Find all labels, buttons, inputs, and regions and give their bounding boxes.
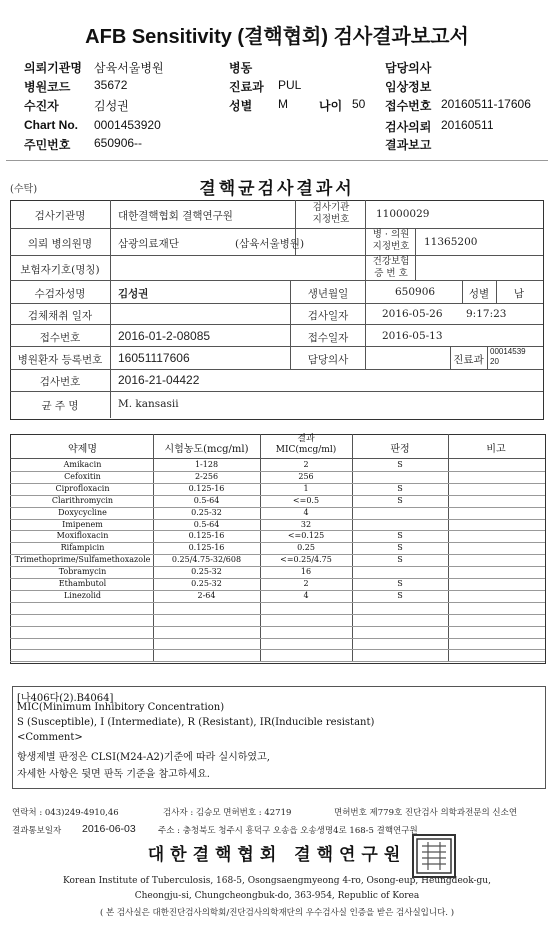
code-value: 35672 (94, 78, 128, 92)
accession-value: 20160511-17606 (441, 97, 531, 111)
notes-code: [나406다(2).B4064] (17, 693, 114, 704)
drug-cell-mic: 4 (303, 590, 309, 600)
species-label: 균 주 명 (41, 400, 79, 412)
institute-address: Cheongju-si, Chungcheongbuk-do, 363-954, Republic of Korea (134, 891, 420, 901)
dob-value: 650906 (395, 286, 436, 298)
drug-cell-mic: 4 (303, 507, 309, 517)
clinical-label: 임상정보 (385, 80, 432, 94)
chart-label: Chart No. (24, 118, 78, 132)
dept-label: 진료과 (453, 354, 484, 366)
official-seal-icon (412, 834, 456, 878)
drug-cell-drug: Ciprofloxacin (55, 483, 110, 493)
clinic-code-label: 병 · 의원 지정번호 (372, 229, 410, 252)
notes-legend: S (Susceptible), I (Intermediate), R (Resistant), IR(Inducible resistant) (17, 717, 375, 728)
inst-label: 의뢰기관명 (24, 61, 82, 75)
footer-tester: 검사자 : 김승모 면허번호 : 42719 (163, 808, 292, 818)
doctor-label: 담당의사 (385, 61, 432, 75)
drug-cell-conc: 2-256 (194, 471, 219, 481)
test-date-label: 검사일자 (307, 310, 349, 322)
drug-cell-judge: S (397, 555, 403, 565)
drug-cell-judge: S (397, 543, 403, 553)
drug-cell-judge: S (397, 531, 403, 541)
sex-value: M (278, 97, 288, 111)
collect-date-label: 검체채취 일자 (27, 310, 93, 322)
drug-cell-mic: 2 (303, 460, 309, 469)
drug-cell-drug: Amikacin (63, 460, 102, 469)
health-insurance-label: 건강보험 증 번 호 (372, 256, 410, 279)
patient-name-value: 김성권 (118, 288, 149, 300)
header-judge: 판정 (390, 444, 410, 455)
drug-cell-drug: Tobramycin (58, 567, 107, 577)
drug-cell-drug: Cefoxitin (64, 471, 101, 481)
drug-cell-conc: 0.125-16 (188, 543, 225, 553)
dob-label: 생년월일 (307, 288, 349, 300)
receipt-date-value: 2016-05-13 (382, 330, 443, 342)
gender-value: 남 (513, 288, 525, 300)
drug-cell-mic: 256 (298, 471, 314, 481)
institute-name-ko: 대한결핵협회 결핵연구원 (147, 845, 407, 865)
header-remark: 비고 (486, 444, 506, 455)
notify-date-value: 2016-06-03 (82, 823, 136, 835)
test-time-value: 9:17:23 (466, 308, 507, 320)
notes-comment-2: 자세한 사항은 뒷면 판독 기준을 참고하세요. (17, 769, 210, 780)
drug-cell-drug: Linezolid (63, 590, 102, 600)
institute-name-en: Korean Institute of Tuberculosis, 168-5, Osongsaengmyeong 4-ro, Osong-eup, Heungdeok-gu, (63, 876, 491, 886)
request-label: 검사의뢰 (385, 120, 432, 134)
drug-cell-drug: Clarithromycin (51, 495, 114, 505)
drug-cell-judge: S (397, 590, 403, 600)
drug-cell-conc: 0.125-16 (188, 531, 225, 541)
report-label: 결과보고 (385, 138, 432, 152)
drug-cell-conc: 0.25-32 (191, 579, 222, 588)
drug-cell-mic: 1 (303, 483, 309, 493)
drug-cell-drug: Ethambutol (58, 579, 107, 588)
gender-label: 성별 (468, 288, 490, 300)
testing-code-label: 검사기관 지정번호 (312, 202, 350, 225)
drug-cell-drug: Trimethoprime/Sulfamethoxazole (14, 555, 151, 565)
drug-cell-drug: Rifampicin (60, 543, 105, 553)
drug-row (12, 589, 544, 602)
inst-value: 삼육서울병원 (94, 61, 164, 75)
page-title: AFB Sensitivity (결핵협회) 검사결과보고서 (85, 26, 469, 48)
drug-cell-conc: 0.25-32 (191, 507, 222, 517)
reg-no-label: 병원환자 등록번호 (17, 354, 103, 366)
footer-address: 주소 : 충청북도 청주시 흥덕구 오송읍 오송생명4로 168-5 결핵연구원 (158, 826, 418, 836)
code-label: 병원코드 (24, 80, 71, 94)
drug-cell-mic: 16 (300, 567, 312, 577)
test-date-value: 2016-05-26 (382, 308, 443, 320)
rrn-label: 주민번호 (24, 138, 71, 152)
drug-cell-mic: <=0.125 (287, 531, 325, 541)
drug-cell-conc: 0.25-32 (191, 567, 222, 577)
test-no-value: 2016-21-04422 (118, 373, 200, 387)
drug-cell-conc: 0.125-16 (188, 483, 225, 493)
dept-value: 00014539 20 (490, 347, 526, 366)
notes-box (12, 686, 546, 789)
notes-comment-1: 항생제별 판정은 CLSI(M24-A2)기준에 따라 실시하였고, (17, 752, 270, 763)
req-inst-label: 의뢰 병의원명 (27, 238, 93, 250)
drug-cell-conc: 0.25/4.75-32/608 (171, 555, 242, 565)
drug-cell-drug: Doxycycline (58, 507, 107, 517)
species-value: M. kansasii (118, 398, 179, 410)
testing-code-value: 11000029 (376, 208, 430, 220)
insurance-label: 보험자기호(명칭) (20, 264, 100, 276)
age-label: 나이 (319, 99, 343, 113)
req-inst-value: 삼광의료재단 (118, 238, 179, 250)
notes-mic: MIC(Minimum Inhibitory Concentration) (17, 702, 225, 713)
sex-label: 성별 (229, 99, 253, 113)
drug-cell-judge: S (397, 579, 403, 588)
certification-note: ( 본 검사실은 대한진단검사의학회/진단검사의학재단의 우수검사실 인증을 받은 검사실입니다. ) (99, 908, 455, 918)
drug-cell-drug: Moxifloxacin (56, 531, 109, 541)
drug-cell-mic: 0.25 (297, 543, 315, 553)
drug-cell-judge: S (397, 483, 403, 493)
patient-name-label: 수검자성명 (34, 288, 86, 300)
footer-license: 면허번호 제779호 진단검사 의학과전문의 신소연 (334, 808, 518, 818)
accession-label: 접수번호 (385, 99, 432, 113)
drug-cell-conc: 2-64 (197, 590, 216, 600)
chart-value: 0001453920 (94, 118, 161, 132)
footer-phone: 연락처 : 043)249-4910,46 (12, 808, 119, 818)
drug-cell-mic: <=0.25/4.75 (280, 555, 332, 565)
report-title: 결핵균검사결과서 (199, 179, 355, 199)
rrn-value: 650906-- (94, 136, 143, 150)
req-inst-sub: (삼육서울병원) (235, 238, 305, 250)
drug-cell-mic: 2 (303, 579, 309, 588)
header-conc: 시험농도(mcg/ml) (164, 444, 249, 455)
drug-cell-drug: Imipenem (62, 519, 103, 529)
notes-comment-label: <Comment> (17, 732, 83, 743)
clinic-code-value: 11365200 (424, 236, 478, 248)
collector-label: 수진자 (24, 99, 59, 113)
drug-cell-judge: S (397, 495, 403, 505)
header-divider (6, 160, 548, 161)
collector-value: 김성권 (94, 99, 129, 113)
receipt-date-label: 접수일자 (307, 332, 349, 344)
dept-value: PUL (278, 78, 302, 92)
drug-cell-conc: 0.5-64 (193, 495, 220, 505)
header-drug: 약제명 (68, 444, 97, 455)
testing-inst-value: 대한결핵협회 결핵연구원 (118, 210, 233, 222)
drug-cell-conc: 1-128 (194, 460, 219, 469)
dept-label: 진료과 (229, 80, 264, 94)
ward-label: 병동 (229, 61, 253, 75)
request-value: 20160511 (441, 118, 494, 132)
drug-cell-conc: 0.5-64 (193, 519, 220, 529)
drug-cell-judge: S (397, 460, 403, 469)
receipt-no-value: 2016-01-2-08085 (118, 329, 211, 343)
header-mic: 결과 MIC(mcg/ml) (275, 434, 337, 455)
receipt-no-label: 접수번호 (39, 332, 81, 344)
test-no-label: 검사번호 (39, 376, 81, 388)
consignment-tag: (수탁) (10, 184, 38, 195)
testing-inst-label: 검사기관명 (34, 210, 86, 222)
reg-no-value: 16051117606 (118, 351, 190, 365)
drug-table-header (12, 434, 544, 455)
age-value: 50 (352, 97, 366, 111)
drug-cell-mic: 32 (300, 519, 312, 529)
attending-label: 담당의사 (307, 354, 349, 366)
notify-date-label: 결과통보일자 (12, 826, 62, 836)
drug-cell-mic: <=0.5 (292, 495, 320, 505)
